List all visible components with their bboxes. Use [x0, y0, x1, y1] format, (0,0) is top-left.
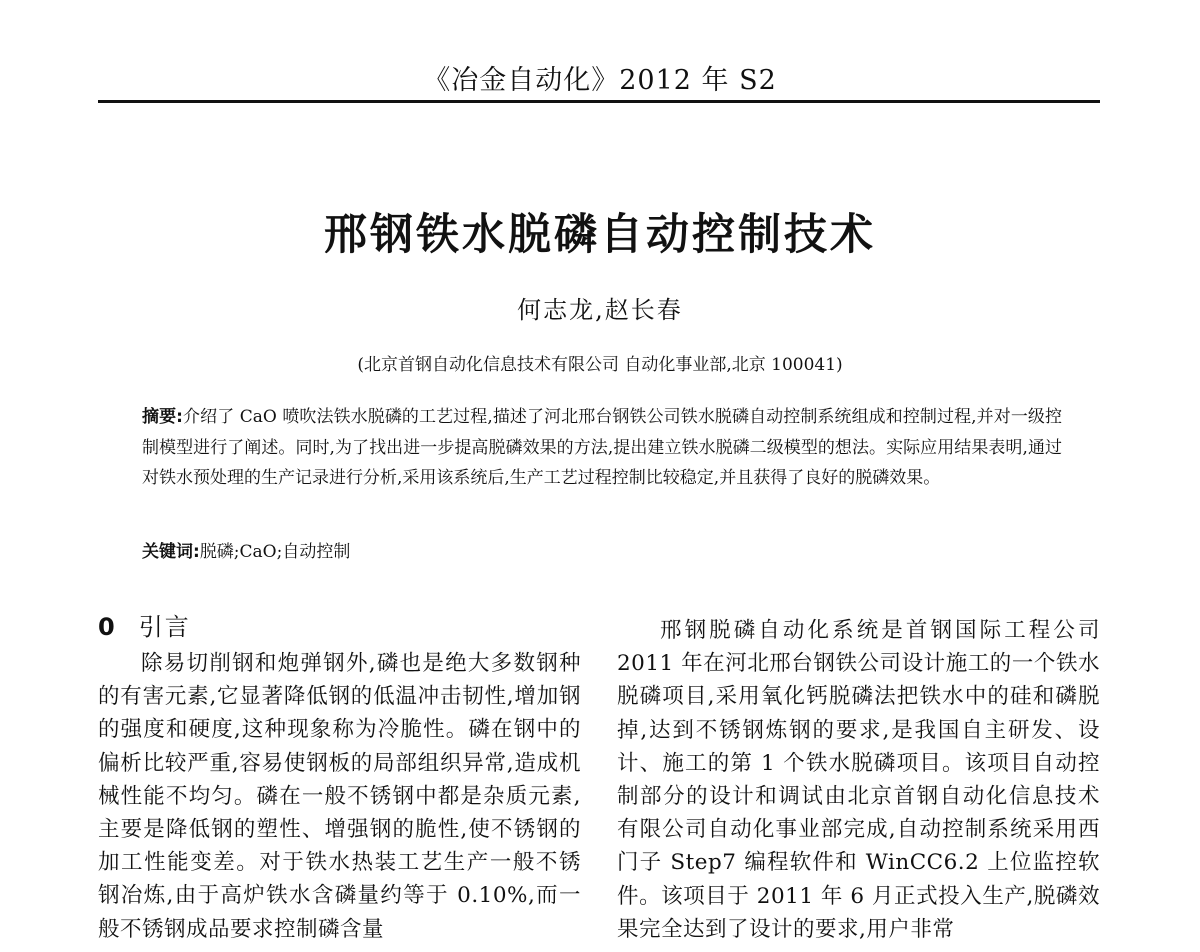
keywords-label: 关键词: — [142, 542, 200, 562]
section-title: 引言 — [138, 613, 191, 641]
affiliation: (北京首钢自动化信息技术有限公司 自动化事业部,北京 100041) — [357, 355, 843, 375]
journal-header: 《冶金自动化》2012 年 S2 — [423, 65, 777, 96]
header-rule — [98, 100, 1100, 103]
body-paragraph: 邢钢脱磷自动化系统是首钢国际工程公司 2011 年在河北邢台钢铁公司设计施工的一个铁水脱磷项目,采用氧化钙脱磷法把铁水中的硅和磷脱掉,达到不锈钢炼钢的要求,是我国自主研发、设计、施工的第 1 个铁水脱磷项目。该项目自动控制部分的设计和调试由北京首钢自动化信息技术有限公司自动化事业部完成,自动控制系统采用西门子 Step7 编程软件和 WinCC6.2 上位监控软件。该项目于 2011 年 6 月正式投入生产,脱磷效果完全达到了设计的要求,用户非常 — [617, 618, 1100, 942]
body-paragraph: 除易切削钢和炮弹钢外,磷也是绝大多数钢种的有害元素,它显著降低钢的低温冲击韧性,增加钢的强度和硬度,这种现象称为冷脆性。磷在钢中的偏析比较严重,容易使钢板的局部组织异常,造成机械性能不均匀。磷在一般不锈钢中都是杂质元素,主要是降低钢的塑性、增强钢的脆性,使不锈钢的加工性能变差。对于铁水热装工艺生产一般不锈钢冶炼,由于高炉铁水含磷量约等于 0.10%,而一般不锈钢成品要求控制磷含量 — [98, 651, 581, 942]
abstract — [142, 402, 1062, 494]
paper-title: 邢钢铁水脱磷自动控制技术 — [324, 210, 876, 260]
authors: 何志龙,赵长春 — [517, 296, 683, 324]
keywords — [142, 537, 1062, 567]
abstract-text: 介绍了 CaO 喷吹法铁水脱磷的工艺过程,描述了河北邢台钢铁公司铁水脱磷自动控制系统组成和控制过程,并对一级控制模型进行了阐述。同时,为了找出进一步提高脱磷效果的方法,提出建立铁水脱磷二级模型的想法。实际应用结果表明,通过对铁水预处理的生产记录进行分析,采用该系统后,生产工艺过程控制比较稳定,并且获得了良好的脱磷效果。 — [142, 407, 1062, 488]
section-number: 0 — [98, 613, 117, 641]
section-heading — [98, 607, 191, 642]
body-column-right — [617, 614, 1100, 946]
abstract-label: 摘要: — [142, 407, 183, 427]
keywords-text: 脱磷;CaO;自动控制 — [199, 542, 351, 562]
body-column-left — [98, 647, 581, 946]
